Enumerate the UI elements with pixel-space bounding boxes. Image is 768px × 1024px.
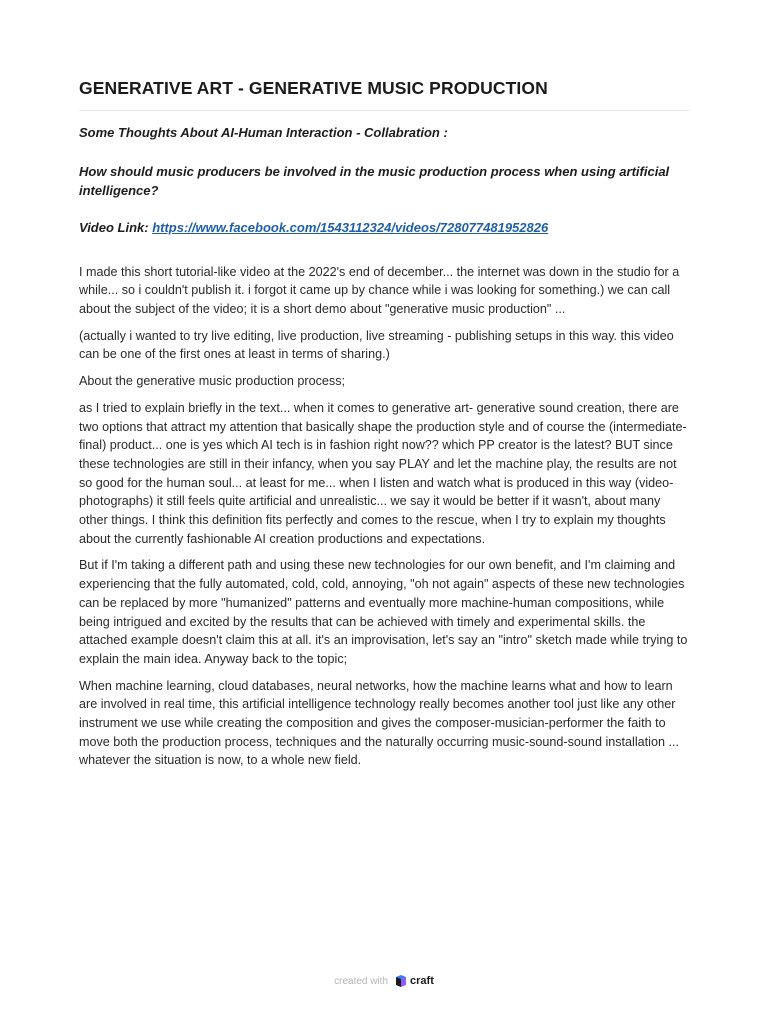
body-text (79, 263, 690, 771)
question-text: How should music producers be involved in the music production process when using artificial intelligence? (79, 163, 670, 198)
paragraph: (actually i wanted to try live editing, live production, live streaming - publishing setups in this way. this video can be one of the first ones at least in terms of sharing.) (79, 328, 674, 362)
video-link-line (79, 218, 690, 237)
paragraph: I made this short tutorial-like video at the 2022's end of december... the internet was down in the studio for a while... so i couldn't publish it. i forgot it came up by chance while i was looking for something.) we can call about the subject of the video; it is a short demo about "generative music production" ... (79, 264, 680, 316)
craft-brand-name: craft (410, 975, 434, 987)
craft-logo-icon (394, 974, 408, 988)
paragraph: But if I'm taking a different path and using these new technologies for our own benefit, and I'm claiming and experiencing that the fully automated, cold, cold, annoying, "oh not again" aspects of these new technologies can be replaced by more "humanized" patterns and eventually more machine-human compositions, while being intrigued and excited by the results that can be achieved with timely and experimental skills. the attached example doesn't claim this at all. it's an improvisation, let's say an "intro" sketch made while trying to explain the main idea. Anyway back to the topic; (79, 558, 688, 666)
document-page (79, 0, 690, 778)
page-title: GENERATIVE ART - GENERATIVE MUSIC PRODUCTION (79, 78, 548, 98)
subheading: Some Thoughts About AI-Human Interaction - Collabration : (79, 125, 448, 140)
paragraph: as I tried to explain briefly in the text... when it comes to generative art- generative sound creation, there are two options that attract my attention that basically shape the production style and of course the (intermediate-final) product... one is yes which AI tech is in fashion right now?? which PP creator is the latest? BUT since these technologies are still in their infancy, when you say PLAY and let the machine play, the results are not so good for the human soul... at least for me... when I listen and watch what is produced in this way (video-photographs) it still feels quite artificial and unrealistic... we say it would be better if it wasn't, about many other things. I think this definition fits perfectly and comes to the rescue, when I try to explain my thoughts about the currently fashionable AI creation productions and expectations. (79, 400, 687, 546)
title-divider (79, 110, 690, 111)
video-link[interactable]: https://www.facebook.com/1543112324/videos/728077481952826 (152, 219, 549, 235)
paragraph: About the generative music production process; (79, 374, 346, 389)
craft-brand-link[interactable] (394, 974, 434, 988)
paragraph: When machine learning, cloud databases, neural networks, how the machine learns what and how to learn are involved in real time, this artificial intelligence technology really becomes another tool just like any other instrument we use while creating the composition and gives the composer-musician-performer the faith to move both the production process, techniques and the naturally occurring music-sound-sound installation ... whatever the situation is now, to a whole new field. (79, 678, 679, 768)
video-link-label: Video Link: (79, 219, 153, 235)
footer (0, 972, 768, 990)
created-with-text: created with (334, 975, 389, 987)
